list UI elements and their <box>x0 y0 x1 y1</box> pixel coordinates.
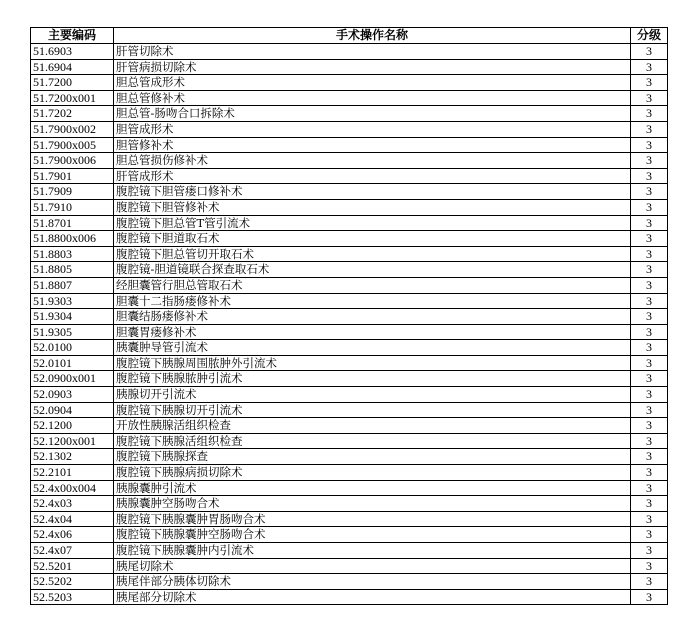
table-row <box>31 137 668 153</box>
table-row <box>31 371 668 387</box>
cell-grade: 3 <box>631 137 668 153</box>
cell-code: 52.4x07 <box>31 543 114 559</box>
cell-name: 腹腔镜下胰腺脓肿引流术 <box>114 371 631 387</box>
cell-name: 胆囊胃瘘修补术 <box>114 324 631 340</box>
cell-grade: 3 <box>631 402 668 418</box>
cell-name: 胰囊肿导管引流术 <box>114 340 631 356</box>
cell-code: 52.4x03 <box>31 496 114 512</box>
table-row <box>31 277 668 293</box>
table-row <box>31 44 668 60</box>
cell-grade: 3 <box>631 371 668 387</box>
cell-code: 52.1302 <box>31 449 114 465</box>
cell-code: 51.9303 <box>31 293 114 309</box>
cell-name: 腹腔镜-胆道镜联合探查取石术 <box>114 262 631 278</box>
cell-grade: 3 <box>631 246 668 262</box>
cell-code: 52.5202 <box>31 574 114 590</box>
cell-grade: 3 <box>631 589 668 605</box>
table-row <box>31 293 668 309</box>
cell-code: 51.8701 <box>31 215 114 231</box>
cell-grade: 3 <box>631 558 668 574</box>
cell-grade: 3 <box>631 449 668 465</box>
cell-grade: 3 <box>631 90 668 106</box>
cell-code: 51.8807 <box>31 277 114 293</box>
cell-name: 胰尾切除术 <box>114 558 631 574</box>
cell-name: 胰尾伴部分胰体切除术 <box>114 574 631 590</box>
header-row <box>31 28 668 44</box>
cell-name: 腹腔镜下胰腺活组织检查 <box>114 433 631 449</box>
procedure-table <box>30 27 668 605</box>
table-row <box>31 496 668 512</box>
cell-name: 胆总管损伤修补术 <box>114 153 631 169</box>
cell-name: 开放性胰腺活组织检查 <box>114 418 631 434</box>
cell-code: 52.0101 <box>31 355 114 371</box>
cell-grade: 3 <box>631 480 668 496</box>
cell-name: 胰尾部分切除术 <box>114 589 631 605</box>
cell-code: 52.5201 <box>31 558 114 574</box>
cell-name: 肝管切除术 <box>114 44 631 60</box>
cell-name: 胆总管-肠吻合口拆除术 <box>114 106 631 122</box>
table-header <box>31 28 668 44</box>
cell-name: 腹腔镜下胰腺探查 <box>114 449 631 465</box>
cell-code: 51.7901 <box>31 168 114 184</box>
cell-grade: 3 <box>631 121 668 137</box>
cell-code: 52.0900x001 <box>31 371 114 387</box>
table-row <box>31 262 668 278</box>
cell-name: 肝管病损切除术 <box>114 59 631 75</box>
cell-code: 52.5203 <box>31 589 114 605</box>
table-row <box>31 59 668 75</box>
table-row <box>31 340 668 356</box>
cell-code: 51.7909 <box>31 184 114 200</box>
cell-name: 腹腔镜下胆总管T管引流术 <box>114 215 631 231</box>
table-row <box>31 75 668 91</box>
table-row <box>31 433 668 449</box>
table-row <box>31 215 668 231</box>
cell-code: 51.8803 <box>31 246 114 262</box>
cell-code: 52.0904 <box>31 402 114 418</box>
cell-grade: 3 <box>631 262 668 278</box>
header-code: 主要编码 <box>31 28 114 44</box>
cell-code: 51.7900x005 <box>31 137 114 153</box>
table-row <box>31 153 668 169</box>
cell-name: 胆管修补术 <box>114 137 631 153</box>
cell-grade: 3 <box>631 324 668 340</box>
cell-code: 51.7910 <box>31 199 114 215</box>
cell-name: 胆总管修补术 <box>114 90 631 106</box>
cell-code: 51.7900x002 <box>31 121 114 137</box>
cell-code: 51.9304 <box>31 309 114 325</box>
cell-code: 51.7900x006 <box>31 153 114 169</box>
cell-grade: 3 <box>631 340 668 356</box>
table-row <box>31 309 668 325</box>
cell-grade: 3 <box>631 59 668 75</box>
table-row <box>31 511 668 527</box>
cell-name: 腹腔镜下胆道取石术 <box>114 231 631 247</box>
table-row <box>31 246 668 262</box>
cell-grade: 3 <box>631 44 668 60</box>
cell-code: 51.7202 <box>31 106 114 122</box>
cell-code: 52.1200x001 <box>31 433 114 449</box>
cell-name: 经胆囊管行胆总管取石术 <box>114 277 631 293</box>
table-row <box>31 121 668 137</box>
cell-code: 51.7200 <box>31 75 114 91</box>
cell-code: 51.6903 <box>31 44 114 60</box>
cell-name: 腹腔镜下胰腺周围脓肿外引流术 <box>114 355 631 371</box>
cell-name: 肝管成形术 <box>114 168 631 184</box>
cell-name: 胆总管成形术 <box>114 75 631 91</box>
table-row <box>31 527 668 543</box>
table-row <box>31 324 668 340</box>
cell-grade: 3 <box>631 153 668 169</box>
cell-name: 腹腔镜下胰腺切开引流术 <box>114 402 631 418</box>
cell-code: 51.6904 <box>31 59 114 75</box>
table-row <box>31 402 668 418</box>
table-row <box>31 558 668 574</box>
table-row <box>31 199 668 215</box>
cell-grade: 3 <box>631 106 668 122</box>
table-body <box>31 44 668 605</box>
cell-code: 52.4x00x004 <box>31 480 114 496</box>
cell-name: 胆囊结肠瘘修补术 <box>114 309 631 325</box>
table-row <box>31 480 668 496</box>
cell-name: 腹腔镜下胆管修补术 <box>114 199 631 215</box>
cell-grade: 3 <box>631 168 668 184</box>
cell-code: 52.0903 <box>31 387 114 403</box>
cell-grade: 3 <box>631 355 668 371</box>
table-row <box>31 543 668 559</box>
cell-code: 52.4x04 <box>31 511 114 527</box>
cell-grade: 3 <box>631 231 668 247</box>
table-row <box>31 168 668 184</box>
header-grade: 分级 <box>631 28 668 44</box>
table-row <box>31 465 668 481</box>
cell-name: 腹腔镜下胰腺囊肿胃肠吻合术 <box>114 511 631 527</box>
table-row <box>31 355 668 371</box>
cell-grade: 3 <box>631 75 668 91</box>
cell-grade: 3 <box>631 184 668 200</box>
cell-name: 腹腔镜下胰腺囊肿内引流术 <box>114 543 631 559</box>
cell-code: 52.2101 <box>31 465 114 481</box>
cell-name: 腹腔镜下胰腺病损切除术 <box>114 465 631 481</box>
cell-grade: 3 <box>631 293 668 309</box>
table-row <box>31 574 668 590</box>
cell-name: 腹腔镜下胰腺囊肿空肠吻合术 <box>114 527 631 543</box>
cell-grade: 3 <box>631 277 668 293</box>
cell-code: 51.8805 <box>31 262 114 278</box>
cell-grade: 3 <box>631 418 668 434</box>
cell-name: 胆囊十二指肠瘘修补术 <box>114 293 631 309</box>
cell-grade: 3 <box>631 496 668 512</box>
table-row <box>31 418 668 434</box>
cell-code: 52.1200 <box>31 418 114 434</box>
table-row <box>31 231 668 247</box>
cell-grade: 3 <box>631 543 668 559</box>
cell-grade: 3 <box>631 387 668 403</box>
table-row <box>31 106 668 122</box>
table-row <box>31 589 668 605</box>
cell-grade: 3 <box>631 215 668 231</box>
cell-grade: 3 <box>631 527 668 543</box>
cell-grade: 3 <box>631 309 668 325</box>
cell-grade: 3 <box>631 199 668 215</box>
cell-name: 胰腺囊肿空肠吻合术 <box>114 496 631 512</box>
table-row <box>31 449 668 465</box>
header-name: 手术操作名称 <box>114 28 631 44</box>
cell-name: 腹腔镜下胆管瘘口修补术 <box>114 184 631 200</box>
cell-name: 胆管成形术 <box>114 121 631 137</box>
table-row <box>31 90 668 106</box>
cell-name: 胰腺囊肿引流术 <box>114 480 631 496</box>
cell-code: 51.8800x006 <box>31 231 114 247</box>
table-row <box>31 184 668 200</box>
cell-grade: 3 <box>631 465 668 481</box>
cell-code: 51.7200x001 <box>31 90 114 106</box>
cell-code: 52.4x06 <box>31 527 114 543</box>
cell-name: 腹腔镜下胆总管切开取石术 <box>114 246 631 262</box>
table-row <box>31 387 668 403</box>
cell-grade: 3 <box>631 511 668 527</box>
cell-name: 胰腺切开引流术 <box>114 387 631 403</box>
cell-code: 51.9305 <box>31 324 114 340</box>
cell-grade: 3 <box>631 433 668 449</box>
cell-grade: 3 <box>631 574 668 590</box>
cell-code: 52.0100 <box>31 340 114 356</box>
